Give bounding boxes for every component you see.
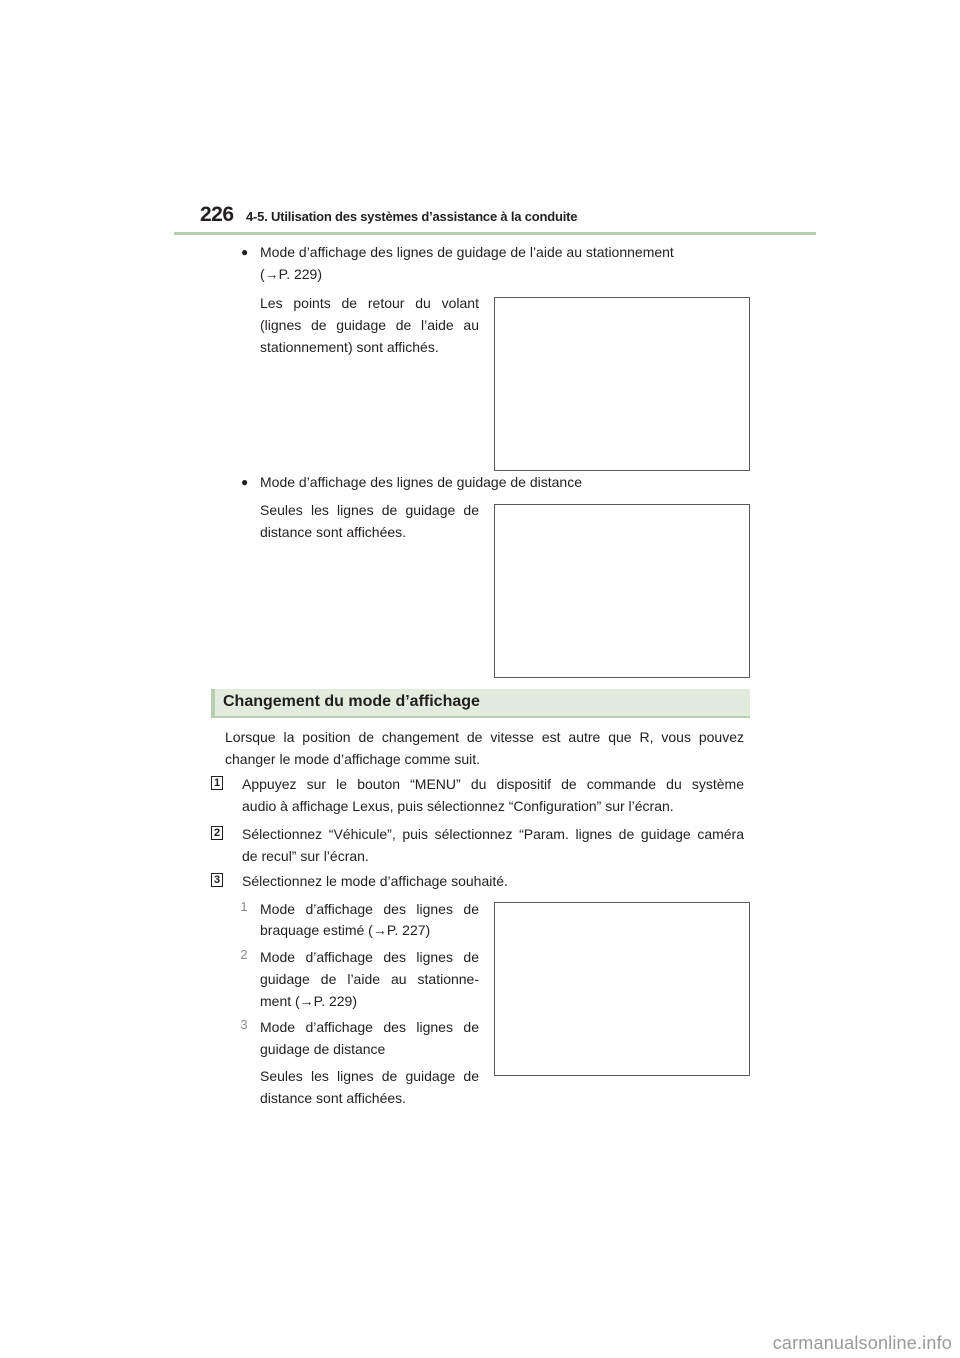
page-number: 226	[200, 203, 234, 226]
step2-line2: de recul” sur l’écran.	[242, 848, 369, 864]
block1-desc-line3: stationnement) sont affichés.	[260, 339, 439, 355]
option3-note-line1: Seules les lignes de guidage de	[260, 1068, 479, 1084]
block1-desc-line1: Les points de retour du volant	[260, 295, 479, 311]
option2-line3: ment (→P. 229)	[260, 993, 358, 1009]
option3-note-line2: distance sont affichées.	[260, 1090, 407, 1106]
block2-desc-line2: distance sont affichées.	[260, 524, 407, 540]
heading-accent	[211, 689, 215, 716]
step-number-2: 2	[211, 826, 223, 840]
option-marker-1: 1	[240, 899, 248, 914]
block1-desc-line2: (lignes de guidage de l’aide au	[260, 317, 479, 333]
section-heading-text: Changement du mode d’affichage	[223, 693, 480, 710]
bullet-icon: ●	[241, 475, 249, 489]
intro-line2: changer le mode d’affichage comme suit.	[225, 751, 480, 767]
figure-display-mode-options	[494, 902, 750, 1076]
block1-title-line1: Mode d’affichage des lignes de guidage de l’aide au stationnement	[260, 244, 674, 260]
step1-line1: Appuyez sur le bouton “MENU” du dispositif de commande du système	[242, 776, 744, 792]
option1-line2: braquage estimé (→P. 227)	[260, 922, 431, 938]
option2-line2: guidage de l’aide au stationne-	[260, 971, 479, 987]
figure-distance-lines	[494, 504, 750, 678]
option-marker-2: 2	[240, 947, 248, 962]
block1-title-line2: (→P. 229)	[260, 266, 322, 282]
section-heading	[211, 689, 750, 718]
step2-line1: Sélectionnez “Véhicule”, puis sélectionnez “Param. lignes de guidage caméra	[242, 826, 744, 842]
option-marker-3: 3	[240, 1017, 248, 1032]
figure-parking-assist-lines	[494, 297, 750, 471]
block2-desc-line1: Seules les lignes de guidage de	[260, 502, 479, 518]
header-divider	[174, 232, 816, 235]
option3-line1: Mode d’affichage des lignes de	[260, 1019, 479, 1035]
intro-line1: Lorsque la position de changement de vitesse est autre que R, vous pouvez	[225, 729, 744, 745]
step-number-1: 1	[211, 776, 223, 790]
option2-line1: Mode d’affichage des lignes de	[260, 949, 479, 965]
step3-line1: Sélectionnez le mode d’affichage souhaité.	[242, 873, 508, 889]
section-title: 4-5. Utilisation des systèmes d’assistance à la conduite	[246, 209, 578, 224]
step-number-3: 3	[211, 873, 223, 887]
option3-line2: guidage de distance	[260, 1041, 386, 1057]
watermark-link[interactable]: carmanualsonline.info	[772, 1333, 952, 1353]
bullet-icon: ●	[241, 245, 249, 259]
option1-line1: Mode d’affichage des lignes de	[260, 901, 479, 917]
block2-title: Mode d’affichage des lignes de guidage de distance	[260, 474, 582, 490]
step1-line2: audio à affichage Lexus, puis sélectionnez “Configuration” sur l’écran.	[242, 798, 674, 814]
